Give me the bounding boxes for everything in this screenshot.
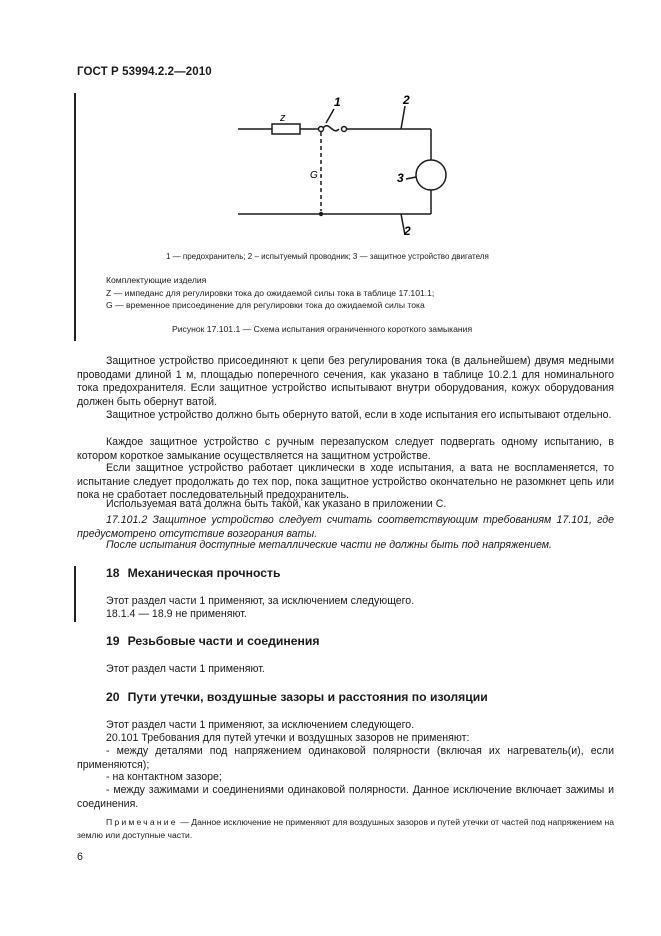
figure-caption: Рисунок 17.101.1 — Схема испытания ограниченного короткого замыкания <box>172 324 473 334</box>
change-bar <box>74 93 76 341</box>
label-2-top: 2 <box>403 93 410 107</box>
section-19-title: Резьбовые части и соединения <box>127 634 320 648</box>
fuse-terminal-right <box>342 127 347 132</box>
note-label: Примечание <box>106 817 178 827</box>
section-18-heading <box>106 566 281 580</box>
section-20-heading <box>106 690 488 704</box>
section-18-title: Механическая прочность <box>127 566 281 580</box>
section-20-paragraph-5: - между зажимами и соединениями одинаковой полярности. Данное исключение включает зажимы и соединения. <box>77 784 614 810</box>
note-text: — Данное исключение не применяют для воздушных зазоров и путей утечки от частей под напряжением на землю или доступные части. <box>77 817 614 840</box>
section-20-paragraph-1: Этот раздел части 1 применяют, за исключением следующего. <box>106 719 415 731</box>
label-g: G <box>310 170 318 181</box>
section-20-note <box>77 816 614 842</box>
section-20-paragraph-4: - на контактном зазоре; <box>106 771 222 783</box>
body-paragraph-2: Защитное устройство должно быть обернуто ватой, если в ходе испытания его испытывают отдельно. <box>106 409 612 421</box>
component-z: Z — импеданс для регулировки тока до ожидаемой силы тока в таблице 17.101.1; <box>106 288 435 298</box>
section-19-heading <box>106 634 319 648</box>
label-2-bottom: 2 <box>404 224 411 238</box>
section-20-number: 20 <box>106 690 120 704</box>
section-18-paragraph-2: 18.1.4 — 18.9 не применяют. <box>106 608 247 620</box>
leader-2-top <box>401 106 405 129</box>
section-20-paragraph-3: - между деталями под напряжением одинаковой полярности (включая их нагреватель(и), если применяются); <box>77 745 614 771</box>
body-paragraph-4: Если защитное устройство работает циклически в ходе испытания, а вата не воспламеняется, то испытание следует продолжать до тех пор, пока защитное устройство окончательно не разомкнет цепь или пока не сработает последовательный предохранитель. <box>77 462 614 502</box>
leader-1 <box>326 109 334 123</box>
body-paragraph-3: Каждое защитное устройство с ручным перезапуском следует подвергать одному испытанию, в котором короткое замыкание осуществляется на защитном устройстве. <box>77 436 614 462</box>
label-3: 3 <box>397 171 404 185</box>
section-20-title: Пути утечки, воздушные зазоры и расстояния по изоляции <box>127 690 488 704</box>
section-18-number: 18 <box>106 566 120 580</box>
change-bar <box>74 566 76 622</box>
body-paragraph-5: Используемая вата должна быть такой, как указано в приложении С. <box>106 498 447 510</box>
body-paragraph-1: Защитное устройство присоединяют к цепи без регулирования тока (в дальнейшем) двумя медными проводами длиной 1 м, площадью поперечного сечения, как указано в таблице 10.2.1 для номинального тока предохранителя. Если защитное устройство испытывают внутри оборудования, кожух оборудования должен быть обернут ватой. <box>77 355 614 408</box>
impedance-z <box>272 124 300 134</box>
node-bottom <box>319 212 323 216</box>
body-paragraph-7: После испытания доступные металлические части не должны быть под напряжением. <box>106 539 552 551</box>
component-g: G — временное присоединение для регулировки тока до ожидаемой силы тока <box>106 300 425 310</box>
components-title: Комплектующие изделия <box>106 275 207 285</box>
document-header: ГОСТ Р 53994.2.2—2010 <box>77 66 212 78</box>
body-paragraph-6: 17.101.2 Защитное устройство следует считать соответствующим требованиям 17.101, где предусмотрено отсутствие возгорания ваты. <box>77 514 614 540</box>
figure-legend: 1 — предохранитель; 2 – испытуемый проводник; 3 — защитное устройство двигателя <box>166 252 489 261</box>
circuit-diagram <box>230 92 460 242</box>
label-1: 1 <box>334 95 341 109</box>
leader-3 <box>406 177 416 179</box>
section-20-paragraph-2: 20.101 Требования для путей утечки и воздушных зазоров не применяют: <box>106 732 470 744</box>
section-18-paragraph-1: Этот раздел части 1 применяют, за исключением следующего. <box>106 595 415 607</box>
motor-protector-circle <box>416 160 446 190</box>
fuse-element <box>323 126 339 131</box>
section-19-paragraph-1: Этот раздел части 1 применяют. <box>106 663 265 675</box>
page-number: 6 <box>77 851 83 863</box>
label-z: z <box>280 112 286 124</box>
section-19-number: 19 <box>106 634 120 648</box>
